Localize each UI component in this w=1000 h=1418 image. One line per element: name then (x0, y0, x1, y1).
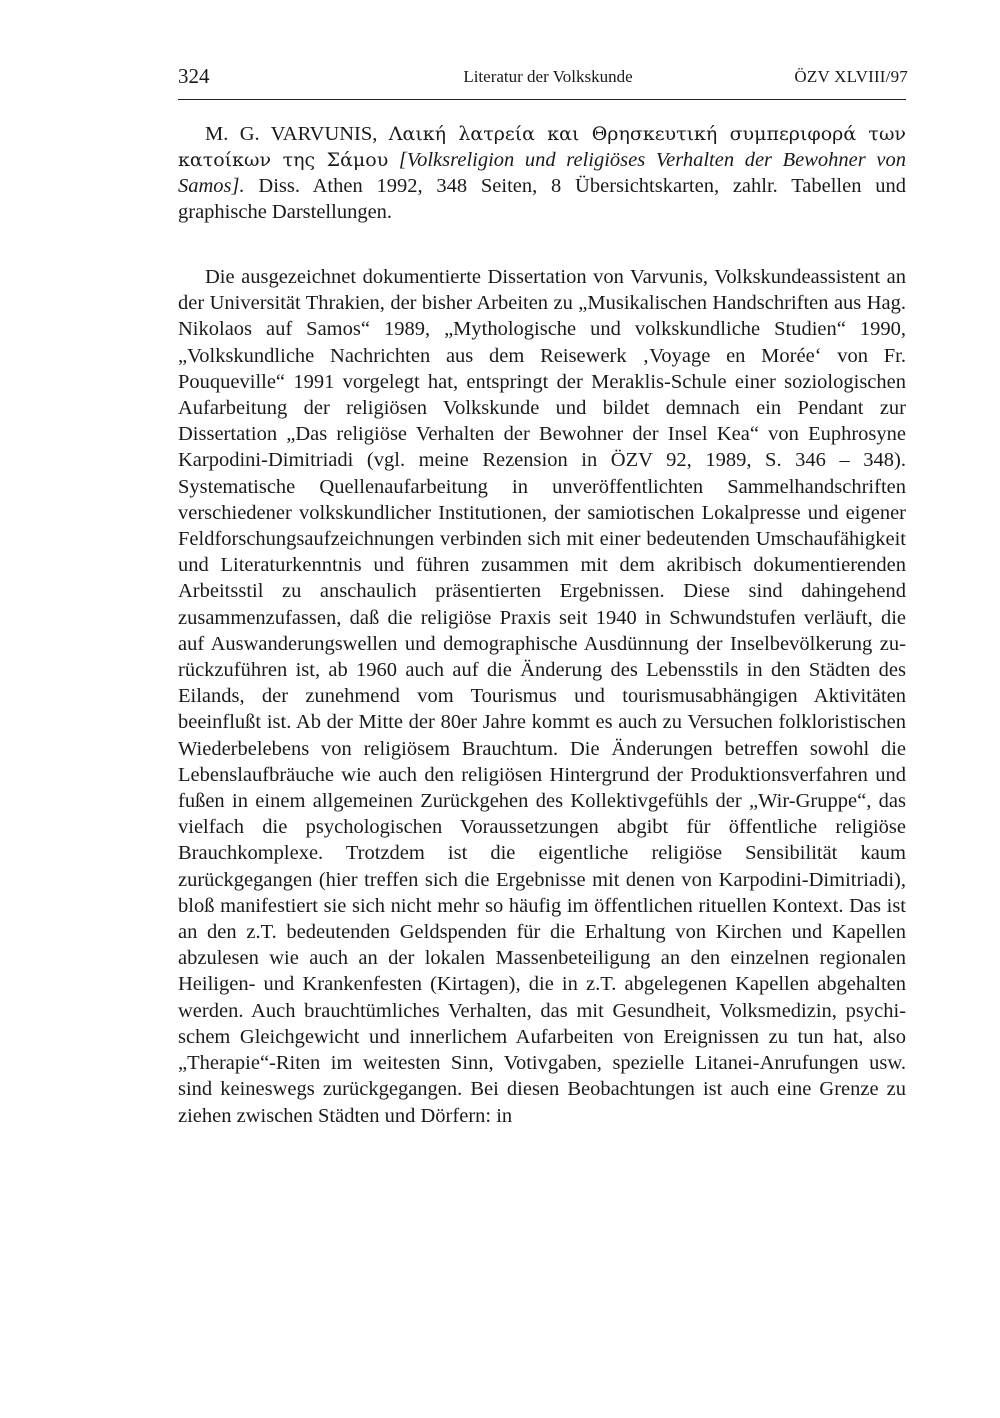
journal-reference: ÖZV XLVIII/97 (794, 67, 908, 86)
review-paragraph: Die ausgezeichnet dokumentierte Dissertation von Varvunis, Volkskundeassistent an der Universität Thrakien, der bisher Arbeiten zu „Musikalischen Handschriften aus Hag. Nikolaos auf Samos“ 1989, „Mythologische und volkskundliche Studien“ 1990, „Volkskundliche Nachrichten aus dem Reisewerk ‚Voyage en Morée‘ von Fr. Pouqueville“ 1991 vorgelegt hat, entspringt der Meraklis-Schule einer soziologischen Aufarbeitung der religiösen Volkskunde und bildet demnach ein Pendant zur Dissertation „Das religiöse Verhalten der Bewohner der Insel Kea“ von Euphrosyne Karpodini-Dimitriadi (vgl. meine Rezension in ÖZV 92, 1989, S. 346 – 348). Systematische Quellenaufarbeitung in unveröffentlichten Sammelhandschriften verschiedener volkskundlicher Institutionen, der samiotischen Lokalpresse und eigener Feldforschungsaufzeichnungen verbinden sich mit einer bedeutenden Umschaufähigkeit und Literaturkenntnis und führen zusammen mit dem akribisch dokumentierenden Arbeitsstil zu anschaulich präsentierten Ergebnissen. Diese sind dahingehend zusammenzufassen, daß die religiöse Praxis seit 1940 in Schwundstufen verläuft, die auf Auswanderungswellen und demographische Ausdünnung der Inselbevölkerung zurückzuführen ist, ab 1960 auch auf die Änderung des Lebensstils in den Städten des Eilands, der zunehmend vom Tourismus und tourismusabhängigen Aktivitäten beeinflußt ist. Ab der Mitte der 80er Jahre kommt es auch zu Versuchen folkloristischen Wiederbelebens von religiösem Brauchtum. Die Änderungen betreffen sowohl die Lebenslaufbräuche wie auch den religiösen Hintergrund der Produktionsverfahren und fußen in einem allgemeinen Zurückgehen des Kollektivgefühls der „Wir-Gruppe“, das vielfach die psychologischen Voraussetzungen abgibt für öffentliche religiöse Brauchkomplexe. Trotzdem ist die eigentliche religiöse Sensibilität kaum zurückgegangen (hier treffen sich die Ergebnisse mit denen von Karpodini-Dimitriadi), bloß manifestiert sie sich nicht mehr so häufig im öffentlichen rituellen Kontext. Das ist an den z.T. bedeutenden Geldspenden für die Erhaltung von Kirchen und Kapellen abzulesen wie auch an der lokalen Massenbeteiligung an den einzelnen regionalen Heiligen- und Krankenfesten (Kirtagen), die in z.T. abgelegenen Kapellen abgehalten werden. Auch brauchtümliches Verhalten, das mit Gesundheit, Volksmedizin, psychischem Gleichgewicht und innerlichem Aufarbeiten von Ereignissen zu tun hat, also „Therapie“-Riten im weitesten Sinn, Votivgaben, spezielle Litanei-Anrufungen usw. sind keineswegs zurückgegangen. Bei diesen Beobachtungen ist auch eine Grenze zu ziehen zwischen Städten und Dörfern: in (178, 266, 906, 1127)
page-header (178, 64, 908, 94)
citation-translated-title: [Volksreligion und religiöses Verhalten der Bewohner von Samos]. (178, 149, 906, 197)
review-body (178, 264, 906, 1129)
citation-greek-title: Λαική λατρεία και Θρησκευτική συμπεριφορά των κατοίκων της Σάμου (178, 123, 906, 171)
running-title: Literatur der Volkskunde (463, 67, 633, 86)
header-divider (178, 99, 906, 100)
page-number: 324 (178, 64, 210, 88)
citation-author: M. G. VARVUNIS, (205, 123, 389, 145)
bibliographic-citation (178, 121, 906, 225)
citation-details: Diss. Athen 1992, 348 Seiten, 8 Übersichtskarten, zahlr. Tabellen und graphische Darstellungen. (178, 175, 906, 223)
